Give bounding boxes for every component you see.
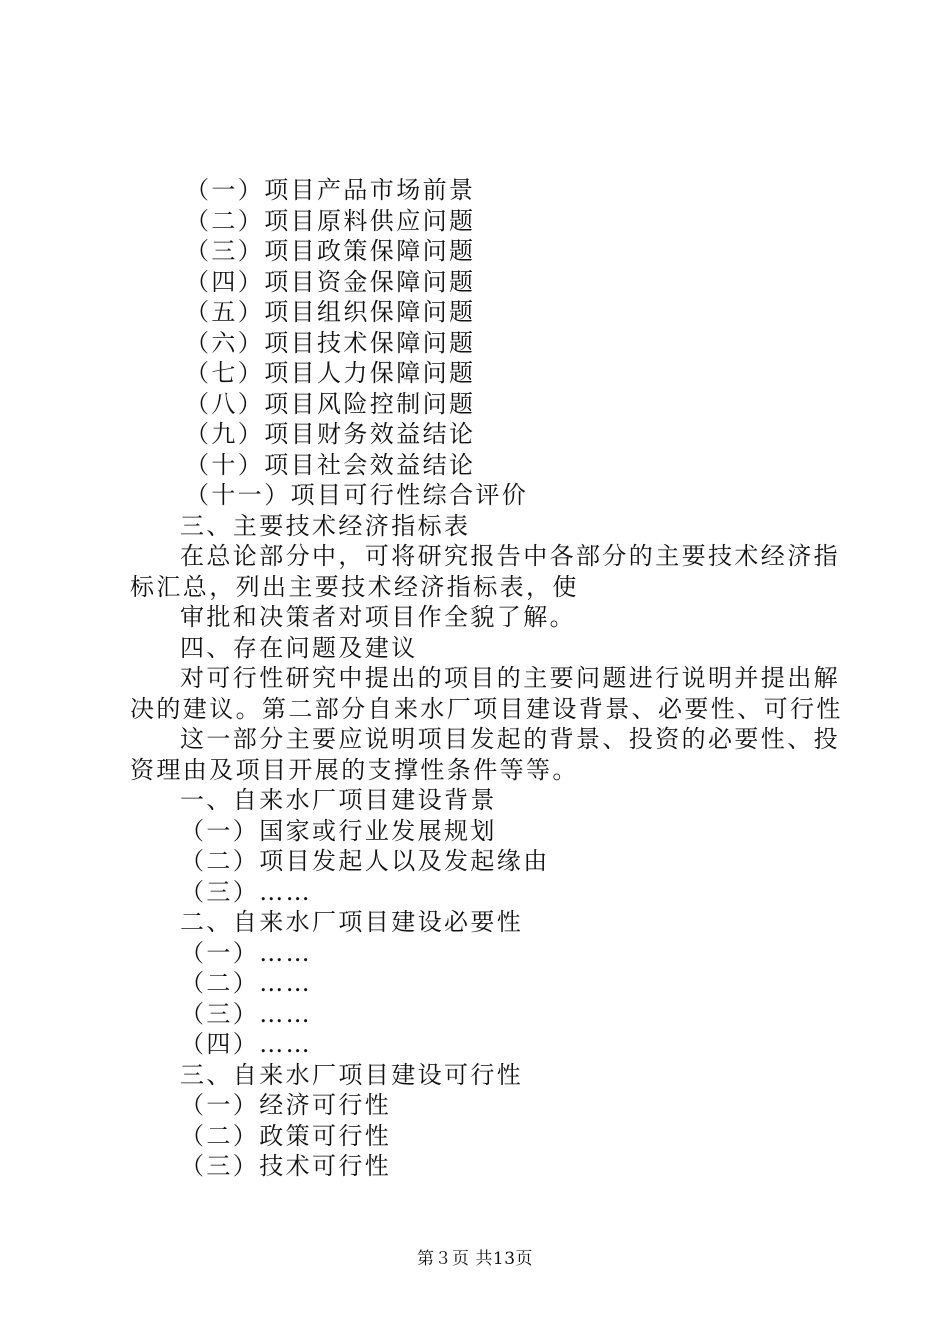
document-body: [130, 175, 843, 1182]
list-item: （十）项目社会效益结论: [185, 450, 476, 479]
paragraph-line: 资理由及项目开展的支撑性条件等等。: [130, 755, 579, 784]
list-item: （三）……: [180, 999, 312, 1028]
paragraph-line: 决的建议。第二部分自来水厂项目建设背景、必要性、可行性: [130, 694, 843, 723]
paragraph-line: 对可行性研究中提出的项目的主要问题进行说明并提出解: [180, 664, 840, 692]
list-item: （一）国家或行业发展规划: [180, 816, 497, 845]
list-item: （五）项目组织保障问题: [185, 298, 476, 326]
list-item: （六）项目技术保障问题: [185, 328, 476, 357]
list-item: （二）项目发起人以及发起缘由: [180, 847, 550, 875]
section-heading: 二、自来水厂项目建设必要性: [180, 908, 524, 936]
list-item: （十一）项目可行性综合评价: [185, 481, 529, 509]
list-item: （四）项目资金保障问题: [185, 267, 476, 296]
page-number-label: 第３页 共13页: [416, 1249, 534, 1269]
paragraph-line: 标汇总，列出主要技术经济指标表，使: [130, 572, 579, 601]
list-item: （四）……: [180, 1030, 312, 1058]
paragraph-line: 在总论部分中，可将研究报告中各部分的主要技术经济指: [180, 542, 840, 570]
list-item: （二）……: [180, 969, 312, 997]
list-item: （三）项目政策保障问题: [185, 237, 476, 265]
list-item: （一）……: [180, 938, 312, 967]
paragraph-line: 这一部分主要应说明项目发起的背景、投资的必要性、投: [180, 725, 840, 753]
section-heading: 一、自来水厂项目建设背景: [180, 786, 497, 814]
list-item: （三）技术可行性: [180, 1152, 392, 1180]
paragraph-line: 审批和决策者对项目作全貌了解。: [180, 603, 576, 631]
list-item: （一）经济可行性: [180, 1091, 392, 1119]
section-heading: 三、主要技术经济指标表: [180, 511, 471, 540]
list-item: （八）项目风险控制问题: [185, 389, 476, 418]
section-heading: 四、存在问题及建议: [180, 633, 418, 662]
list-item: （二）项目原料供应问题: [185, 206, 476, 235]
list-item: （三）……: [180, 877, 312, 906]
section-heading: 三、自来水厂项目建设可行性: [180, 1060, 524, 1089]
list-item: （一）项目产品市场前景: [185, 176, 476, 204]
page-footer: [0, 1244, 950, 1269]
list-item: （九）项目财务效益结论: [185, 420, 476, 448]
list-item: （二）政策可行性: [180, 1121, 392, 1150]
list-item: （七）项目人力保障问题: [185, 359, 476, 387]
